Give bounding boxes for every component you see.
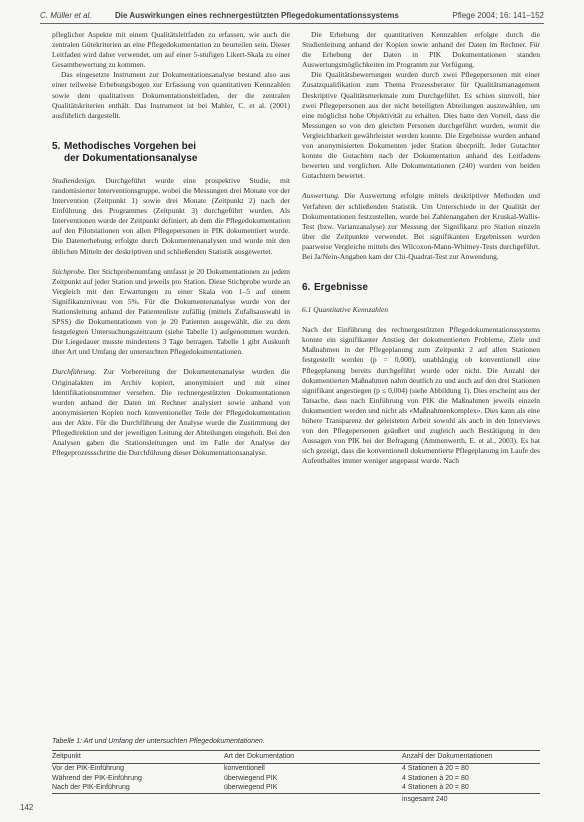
running-header xyxy=(40,11,544,21)
paragraph-text: Der Stichprobenumfang umfasst je 20 Dokumentationen zu jedem Zeitpunkt auf jeder Station und jeweils pro Station. Diese Stichprobe wurde an Vergleich mit den Erwartungen zu einer Skala von 1–5 auf einem Signifikanzniveau von 5%. Für die Dokumentenanalyse wurde von der Stationsleitung anhand der Patientenliste zufällig (mittels Zufallsauswahl in SPSS) die Dokumentationen von je 20 Patienten ausgewählt, die zu dem festgelegten Untersuchungszeitraum (siehe Tabelle 1) aufgenommen wurden. Die Liegedauer musste mindestens 3 Tage betragen. Tabelle 1 gibt Auskunft über Art und Umfang der untersuchten Pflegedokumentationen. xyxy=(52,266,290,357)
table-cell: Vor der PIK-Einführung xyxy=(52,765,124,772)
section-number: 5. xyxy=(52,140,61,152)
table-1 xyxy=(52,737,540,805)
paragraph-text: Durchgeführt wurde eine prospektive Studie, mit randomisierter Interventionsgruppe, wobei die Messungen drei Monate vor der Intervention (Zeitpunkt 1) sowie drei Monate (Zeitpunkt 2) nach der Einführung des Programmes (Zeitpunkt 3) durchgeführt wurden. Als Interventionen wurde der Zeitpunkt definiert, ab dem die Pflegedokumentation auf den Pilotstationen von allen Pflegepersonen in PIK dokumentiert wurde. Die Datenerhebung erfolgte durch Dokumentenanalysen und wurde mit den üblichen Mitteln der deskriptiven und schließenden Statistik ausgewertet. xyxy=(52,175,290,256)
section-title-line2: der Dokumentationsanalyse xyxy=(64,152,198,164)
left-column xyxy=(52,30,290,458)
table-caption: Tabelle 1: Art und Umfang der untersuchten Pflegedokumentationen. xyxy=(52,738,265,745)
paragraph-label: Studiendesign. xyxy=(52,175,96,185)
table-cell: 4 Stationen à 20 = 80 xyxy=(402,765,469,772)
column-header: Anzahl der Dokumentationen xyxy=(402,751,540,764)
table-cell: Nach der PIK-Einführung xyxy=(52,783,224,793)
table-row xyxy=(52,783,540,793)
header-citation: Pflege 2004; 16: 141–152 xyxy=(452,11,544,20)
paragraph-erhebung: Die Erhebung der quantitativen Kennzahlen erfolgte durch die Studienleitung anhand der Kopien sowie anhand der Daten im Rechner. Für die Erhebung der Daten in PIK Dokumentationen standen Auswertungsmöglichkeiten im Programm zur Verfügung. xyxy=(302,30,540,70)
column-header: Zeitpunkt xyxy=(52,751,224,764)
table-cell: 4 Stationen à 20 = 80 xyxy=(402,774,469,782)
table-cell: überwiegend PIK xyxy=(224,774,278,782)
paragraph-label: Auswertung. xyxy=(302,191,340,201)
header-rule xyxy=(40,23,544,24)
paragraph-label: Stichprobe. xyxy=(52,266,87,276)
paragraph-results: Nach der Einführung des rechnergestützten Pflegedokumentationssystems konnte ein signifikanter Anstieg der dokumentierten Probleme, Ziele und Maßnahmen in der Pflegeplanung zum Zeitpunkt 2 auf allen Stationen festgestellt werden (p = 0,000), unabhängig ob konventionell eine Pflegeplanung bereits durchgeführt wurde oder nicht. Die Anzahl der dokumentierten Maßnahmen nahm deutlich zu und auch auf den drei Stationen signifikant angestiegen (p ≤ 0,004) (siehe Abbildung 1). Dies erscheint aus der Tatsache, dass nach Einführung von PIK die Maßnahmen jeweils einzeln dokumentiert werden und nicht als «Maßnahmenkomplex». Dies kann als eine höhere Transparenz der geleisteten Arbeit sowohl als auch in den Interviews von den Pflegepersonen geäußert und zugleich auch Bestätigung in den Aussagen von PIK bei der Befragung (Ammenwerth, E. et al., 2003). Es hat sich gezeigt, dass die konventionell dokumentierte Pflegeplanung im Laufe des Aufenthaltes immer weniger angepasst wurde. Nach xyxy=(302,325,540,466)
table-cell: konventionell xyxy=(224,765,265,772)
data-table xyxy=(52,750,540,805)
paragraph-durchfuehrung xyxy=(52,367,290,458)
section-title: Ergebnisse xyxy=(314,282,368,294)
table-row xyxy=(52,764,540,774)
intro-paragraph-2: Das eingesetzte Instrument zur Dokumentationsanalyse bestand also aus einer teilweise Erhebungsbogen zur Erfassung von quantitativen Kennzahlen sowie dem qualitativen Dokumentationsleitfaden, der die zentralen Qualitätskriterien enthält. Das Instrument ist bei Mahler, C. et al. (2001) ausführlich dargestellt. xyxy=(52,70,290,120)
section-heading-6 xyxy=(302,282,540,294)
right-column xyxy=(302,30,540,466)
section-title-line1: Methodisches Vorgehen bei xyxy=(64,140,197,152)
paragraph-label: Durchführung. xyxy=(52,367,97,377)
intro-paragraph-1: pfleglicher Aspekte mit einem Qualitätsleitfaden zu erfassen, wie auch die zentralen Gütekriterien an eine Pflegedokumentation zu beurteilen sein. Dieser Leitfaden wird daher verwendet, um auf einer 5-stufigen Likert-Skala zu einer Gesamtbewertung zu kommen. xyxy=(52,30,290,70)
table-total-row xyxy=(52,793,540,805)
header-title: Die Auswirkungen eines rechnergestützten Pflegedokumentationssystems xyxy=(115,11,399,20)
paragraph-text: Die Auswertung erfolgte mittels deskriptiver Methoden und Verfahren der schließenden Statistik. Um Unterschiede in der Qualität der Dokumentationen festzustellen, wurde bei Zahlenangaben der Kruskal-Wallis-Test (bzw. Varianzanalyse) zur Messung der Signifikanz pro Station einzeln über die Zeitpunkte verwendet. Bei signifikanten Ergebnissen wurden paarweise Vergleiche mittels des Wilcoxon-Mann-Whitney-Tests durchgeführt. Bei Ja/Nein-Angaben kam der Chi-Quadrat-Test zur Anwendung. xyxy=(302,191,540,261)
header-authors: C. Müller et al. xyxy=(40,11,92,20)
paragraph-studiendesign xyxy=(52,176,290,257)
table-header-row xyxy=(52,751,540,764)
paragraph-qualitaet: Die Qualitätsbewertungen wurden durch zwei Pflegepersonen mit einer Zusatzqualifikation zum Thema Prozessberater für Qualitätsmanagement Deskriptive Qualitätsmerkmale zum Durchgeführt. Es schien sinnvoll, hier zwei Pflegepersonen aus der nicht beteiligten Abteilungen auszuwählen, um eine möglichst hohe Objektivität zu erhalten. Dies hatte den Vorteil, dass die Messungen so von den gleichen Personen durchgeführt wurden, womit die Vergleichbarkeit gewährleistet werden konnte. Die Ergebnisse wurden anhand von anonymisierten Dokumenten jeder Station überprüft. Jeder Gutachter konnte die Gutachten nach der Dokumentation anhand des Leitfadens bewerten und verglichen. Alle Dokumentationen (240) wurden von beiden Gutachtern bewertet. xyxy=(302,70,540,181)
paragraph-text: Zur Vorbereitung der Dokumentenanalyse wurden die Originalakten im Archiv kopiert, anonymisiert und mit einer Identifikationsnummer versehen. Die rechnergestützten Dokumentationen wurden anhand der Daten im Rechner analysiert sowie anhand von anonymisierten Kopien noch konventioneller Teile der Pflegedokumentation aus der Akte. Für die Durchführung der Analyse wurde die Zustimmung der Pflegedirektion und der jeweiligen Leitung der Abteilungen eingeholt. Bei den Analysen gaben die Stationsleitungen und im Falle der Analyse der Pflegeprozessschritte die Durchführung dieser Dokumentationsanalyse. xyxy=(52,367,290,458)
column-header: Art der Dokumentation xyxy=(224,751,402,764)
section-number: 6. xyxy=(302,282,311,294)
table-total: insgesamt 240 xyxy=(402,795,448,803)
subsection-heading: 6.1 Quantitative Kennzahlen xyxy=(302,305,389,315)
table-cell: Während der PIK-Einführung xyxy=(52,774,142,782)
table-cell: überwiegend PIK xyxy=(224,783,402,793)
page-number: 142 xyxy=(20,803,34,812)
section-heading-5 xyxy=(52,141,290,165)
paragraph-auswertung xyxy=(302,191,540,262)
paragraph-stichprobe xyxy=(52,267,290,358)
table-row xyxy=(52,774,540,784)
table-cell: 4 Stationen à 20 = 80 xyxy=(402,783,540,793)
